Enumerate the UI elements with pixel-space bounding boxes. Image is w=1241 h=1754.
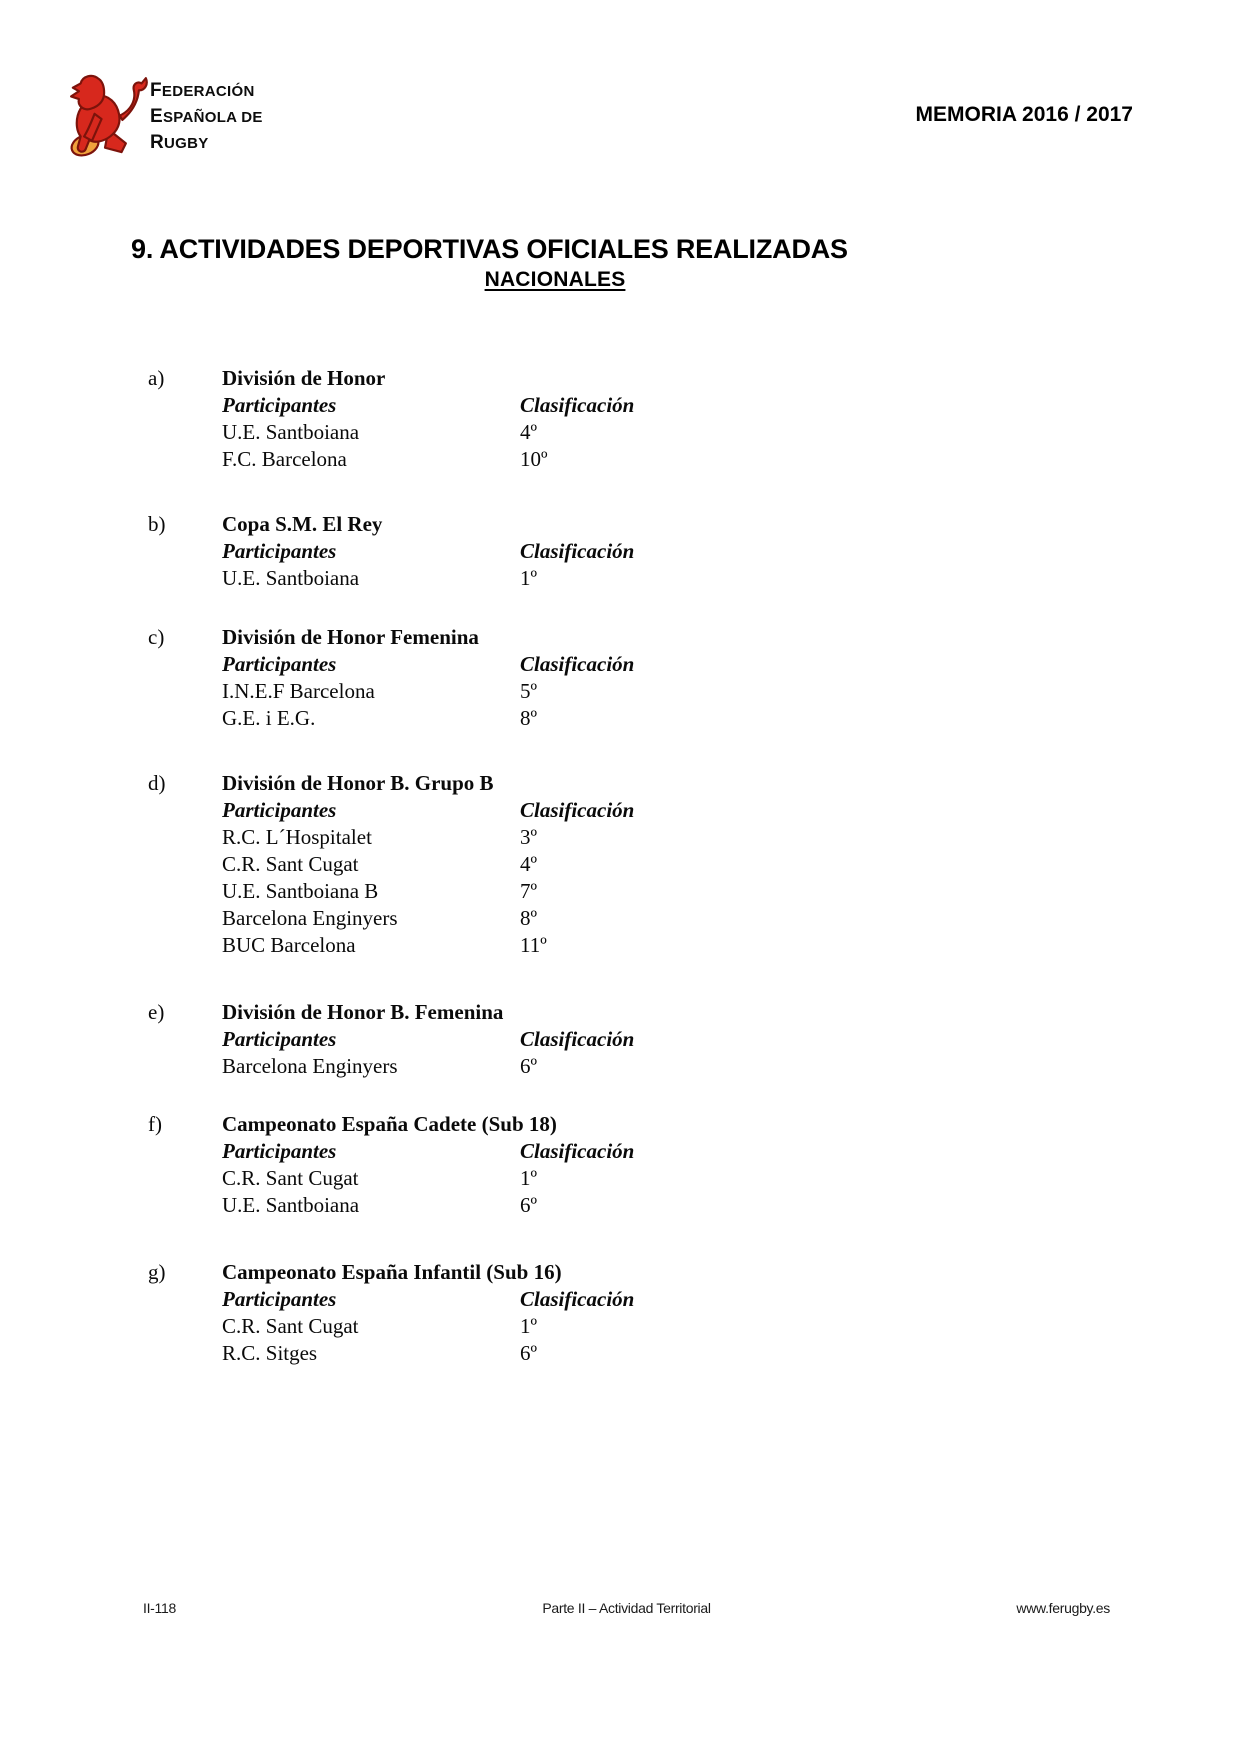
participant-row bbox=[222, 705, 1098, 732]
footer-part-label: Parte II – Actividad Territorial bbox=[542, 1600, 711, 1616]
participant-name: R.C. L´Hospitalet bbox=[222, 825, 372, 849]
classification-value: 1º bbox=[520, 1166, 538, 1190]
section-letter: f) bbox=[148, 1112, 162, 1136]
classification-column-header: Clasificación bbox=[520, 652, 635, 676]
competition-section bbox=[148, 1259, 1098, 1367]
classification-value: 8º bbox=[520, 906, 538, 930]
classification-value: 8º bbox=[520, 706, 538, 730]
section-body bbox=[222, 365, 1098, 473]
classification-column-header: Clasificación bbox=[520, 1139, 635, 1163]
section-title: División de Honor B. Grupo B bbox=[222, 771, 494, 795]
section-body bbox=[222, 624, 1098, 732]
nacionales-heading: NACIONALES bbox=[484, 268, 626, 291]
participant-name: BUC Barcelona bbox=[222, 933, 356, 957]
participant-row bbox=[222, 851, 1098, 878]
participant-row bbox=[222, 824, 1098, 851]
classification-column-header: Clasificación bbox=[520, 1287, 635, 1311]
section-body bbox=[222, 999, 1098, 1080]
section-letter: b) bbox=[148, 512, 166, 536]
classification-value: 4º bbox=[520, 852, 538, 876]
competition-section bbox=[148, 511, 1098, 592]
participants-column-header: Participantes bbox=[222, 798, 337, 822]
participant-row bbox=[222, 878, 1098, 905]
participant-name: Barcelona Enginyers bbox=[222, 906, 398, 930]
page-footer bbox=[143, 1600, 1110, 1616]
participants-column-header: Participantes bbox=[222, 652, 337, 676]
classification-value: 6º bbox=[520, 1341, 538, 1365]
participant-name: I.N.E.F Barcelona bbox=[222, 679, 375, 703]
participant-name: F.C. Barcelona bbox=[222, 447, 347, 471]
participant-name: C.R. Sant Cugat bbox=[222, 852, 359, 876]
participant-row bbox=[222, 1165, 1098, 1192]
section-title: División de Honor bbox=[222, 366, 386, 390]
participants-column-header: Participantes bbox=[222, 1139, 337, 1163]
participant-name: U.E. Santboiana B bbox=[222, 879, 379, 903]
section-body bbox=[222, 511, 1098, 592]
section-title: Campeonato España Cadete (Sub 18) bbox=[222, 1112, 557, 1136]
website-url: www.ferugby.es bbox=[1016, 1600, 1110, 1616]
column-headers bbox=[222, 1286, 1098, 1313]
participant-row bbox=[222, 905, 1098, 932]
column-headers bbox=[222, 538, 1098, 565]
classification-column-header: Clasificación bbox=[520, 798, 635, 822]
participant-row bbox=[222, 419, 1098, 446]
section-title: Copa S.M. El Rey bbox=[222, 512, 383, 536]
participants-column-header: Participantes bbox=[222, 1287, 337, 1311]
participant-row bbox=[222, 446, 1098, 473]
column-headers bbox=[222, 392, 1098, 419]
participant-row bbox=[222, 932, 1098, 959]
participants-column-header: Participantes bbox=[222, 1027, 337, 1051]
participant-name: C.R. Sant Cugat bbox=[222, 1314, 359, 1338]
participant-name: U.E. Santboiana bbox=[222, 420, 360, 444]
participant-row bbox=[222, 1313, 1098, 1340]
participant-name: G.E. i E.G. bbox=[222, 706, 316, 730]
participant-row bbox=[222, 1053, 1098, 1080]
participant-name: U.E. Santboiana bbox=[222, 1193, 360, 1217]
memoria-year-label: MEMORIA 2016 / 2017 bbox=[915, 103, 1133, 126]
participant-row bbox=[222, 1192, 1098, 1219]
competition-section bbox=[148, 770, 1098, 959]
section-body bbox=[222, 770, 1098, 959]
classification-value: 7º bbox=[520, 879, 538, 903]
section-letter: g) bbox=[148, 1260, 166, 1284]
column-headers bbox=[222, 797, 1098, 824]
section-body bbox=[222, 1259, 1098, 1367]
page-number: II-118 bbox=[143, 1600, 176, 1616]
participant-name: Barcelona Enginyers bbox=[222, 1054, 398, 1078]
section-title: División de Honor Femenina bbox=[222, 625, 479, 649]
federation-name-line: ESPAÑOLA DE bbox=[150, 106, 263, 127]
column-headers bbox=[222, 1026, 1098, 1053]
section-letter: c) bbox=[148, 625, 165, 649]
page-title: 9. ACTIVIDADES DEPORTIVAS OFICIALES REALIZADAS bbox=[131, 234, 848, 265]
participant-row bbox=[222, 678, 1098, 705]
competition-section bbox=[148, 999, 1098, 1080]
section-letter: a) bbox=[148, 366, 165, 390]
section-title: División de Honor B. Femenina bbox=[222, 1000, 504, 1024]
classification-value: 6º bbox=[520, 1054, 538, 1078]
participant-name: C.R. Sant Cugat bbox=[222, 1166, 359, 1190]
classification-value: 5º bbox=[520, 679, 538, 703]
participant-name: R.C. Sitges bbox=[222, 1341, 318, 1365]
section-letter: e) bbox=[148, 1000, 165, 1024]
classification-value: 11º bbox=[520, 933, 547, 957]
competition-section bbox=[148, 624, 1098, 732]
participants-column-header: Participantes bbox=[222, 393, 337, 417]
competition-section bbox=[148, 365, 1098, 473]
participants-column-header: Participantes bbox=[222, 539, 337, 563]
classification-column-header: Clasificación bbox=[520, 1027, 635, 1051]
section-title: Campeonato España Infantil (Sub 16) bbox=[222, 1260, 562, 1284]
classification-column-header: Clasificación bbox=[520, 539, 635, 563]
column-headers bbox=[222, 1138, 1098, 1165]
participant-row bbox=[222, 1340, 1098, 1367]
classification-value: 10º bbox=[520, 447, 548, 471]
classification-value: 3º bbox=[520, 825, 538, 849]
classification-value: 6º bbox=[520, 1193, 538, 1217]
competition-section bbox=[148, 1111, 1098, 1219]
classification-column-header: Clasificación bbox=[520, 393, 635, 417]
classification-value: 1º bbox=[520, 566, 538, 590]
classification-value: 1º bbox=[520, 1314, 538, 1338]
column-headers bbox=[222, 651, 1098, 678]
federation-name-line: RUGBY bbox=[150, 132, 209, 153]
federation-name-line: FEDERACIÓN bbox=[150, 80, 255, 101]
participant-name: U.E. Santboiana bbox=[222, 566, 360, 590]
section-body bbox=[222, 1111, 1098, 1219]
classification-value: 4º bbox=[520, 420, 538, 444]
section-letter: d) bbox=[148, 771, 166, 795]
participant-row bbox=[222, 565, 1098, 592]
